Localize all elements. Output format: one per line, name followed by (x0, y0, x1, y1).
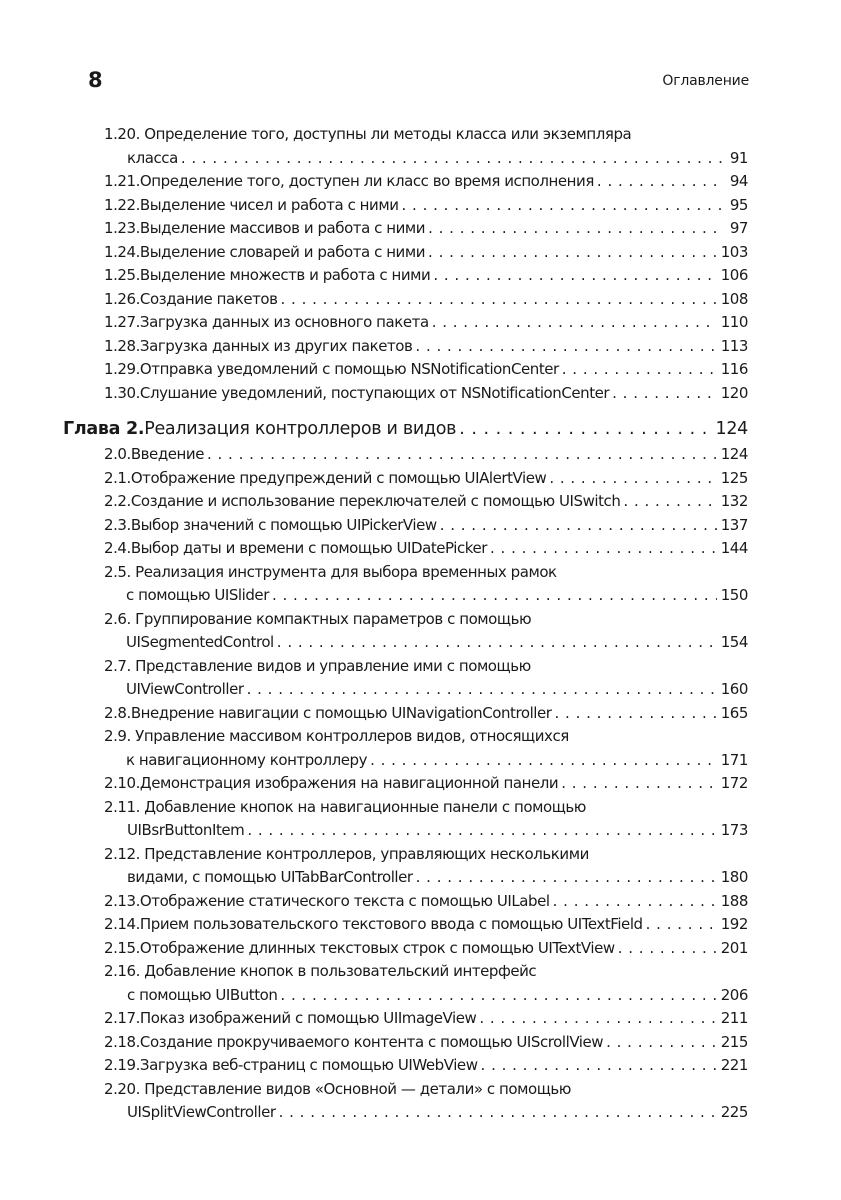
page-ref: 137 (720, 515, 748, 534)
page-ref: 201 (720, 938, 748, 957)
section-number: 2.8. (104, 703, 131, 722)
toc-entry-title: Прием пользовательского текстового ввода с помощью UITextField (139, 915, 643, 933)
toc-entry-title: Загрузка данных из других пакетов (139, 336, 413, 355)
toc-chapter-heading (63, 416, 748, 443)
section-number: 1.21. (104, 172, 140, 190)
page-ref: 225 (720, 1103, 748, 1121)
toc-entry (104, 1078, 748, 1125)
table-of-contents (0, 123, 841, 1125)
page-ref: 124 (715, 419, 748, 439)
section-number: 1.23. (104, 219, 140, 237)
toc-entry-title: видами, с помощью UITabBarController (127, 868, 413, 886)
toc-entry-title: Создание пакетов (139, 289, 278, 308)
leader-dots (207, 443, 717, 467)
toc-entry-title: UIViewController (126, 680, 244, 698)
page-number: 8 (88, 68, 103, 92)
toc-entry-title: Выделение словарей и работа с ними (139, 242, 426, 261)
leader-dots (606, 1031, 717, 1055)
toc-entry-title: Отправка уведомлений с помощью NSNotificationCenter (139, 360, 559, 378)
toc-entry (104, 123, 748, 170)
section-number: 2.14. (104, 915, 140, 933)
leader-dots (490, 537, 717, 561)
section-number: 1.29. (104, 360, 140, 378)
leader-dots (553, 890, 717, 914)
toc-entry (104, 311, 748, 335)
toc-entry (104, 241, 748, 265)
page-ref: 125 (720, 468, 748, 487)
page-ref: 206 (720, 985, 748, 1004)
toc-entry-title: Определение того, доступны ли методы класса или экземпляра (144, 125, 632, 143)
toc-entry-title: Показ изображений с помощью UIImageView (139, 1009, 477, 1027)
leader-dots (402, 194, 722, 218)
leader-dots (459, 416, 711, 443)
toc-entry (104, 514, 748, 538)
leader-dots (428, 217, 722, 241)
leader-dots (432, 311, 717, 335)
toc-entry (104, 702, 748, 726)
toc-entry (104, 170, 748, 194)
toc-entry-title: класса (127, 148, 178, 167)
page-ref: 172 (720, 774, 748, 792)
leader-dots (562, 358, 717, 382)
toc-entry-title: Выбор значений с помощью UIPickerView (130, 515, 437, 534)
toc-entry (104, 382, 748, 406)
toc-entry-title: с помощью UISlider (126, 586, 269, 604)
toc-entry (104, 725, 748, 772)
page-ref: 94 (729, 172, 748, 190)
toc-entry (104, 796, 748, 843)
toc-entry (104, 960, 748, 1007)
leader-dots (612, 382, 717, 406)
toc-entry-title: Отображение длинных текстовых строк с помощью UITextView (139, 938, 615, 957)
toc-entry (104, 467, 748, 491)
section-number: 2.5. (104, 562, 131, 581)
section-number: 1.26. (104, 289, 140, 308)
toc-entry (104, 913, 748, 937)
section-number: 2.1. (104, 468, 131, 487)
page-ref: 215 (720, 1032, 748, 1051)
toc-entry-title: к навигационному контроллеру (126, 750, 368, 769)
leader-dots (280, 984, 716, 1008)
section-number: 2.15. (104, 938, 140, 957)
toc-entry (104, 335, 748, 359)
page-ref: 211 (720, 1009, 748, 1027)
section-number: 1.24. (104, 242, 140, 261)
page-ref: 124 (720, 445, 748, 463)
leader-dots (440, 514, 717, 538)
toc-entry-title: Выделение чисел и работа с ними (139, 195, 399, 214)
section-number: 2.4. (104, 539, 131, 557)
leader-dots (428, 241, 717, 265)
leader-dots (646, 913, 717, 937)
toc-entry-title: Демонстрация изображения на навигационной панели (139, 774, 559, 792)
leader-dots (618, 937, 717, 961)
page-ref: 150 (720, 586, 748, 604)
section-number: 1.25. (104, 266, 140, 284)
leader-dots (247, 819, 716, 843)
leader-dots (247, 678, 717, 702)
toc-entry (104, 1054, 748, 1078)
toc-entry (104, 655, 748, 702)
toc-entry-title: Слушание уведомлений, поступающих от NSNotificationCenter (139, 383, 610, 402)
toc-entry (104, 194, 748, 218)
leader-dots (181, 147, 722, 171)
toc-entry-title: UISplitViewController (127, 1103, 276, 1121)
toc-entry-title: Отображение предупреждений с помощью UIAlertView (130, 468, 547, 487)
leader-dots (415, 335, 716, 359)
page-ref: 154 (720, 633, 748, 651)
toc-entry (104, 937, 748, 961)
toc-entry-title: Реализация инструмента для выбора временных рамок (135, 562, 557, 581)
toc-entry-title: Внедрение навигации с помощью UINavigationController (130, 703, 552, 722)
page-ref: 116 (720, 360, 748, 378)
section-number: 2.17. (104, 1009, 140, 1027)
toc-entry-title: Выделение массивов и работа с ними (139, 219, 426, 237)
page-ref: 165 (720, 703, 748, 722)
leader-dots (555, 702, 717, 726)
section-number: 1.28. (104, 336, 140, 355)
toc-entry-title: Загрузка веб-страниц с помощью UIWebView (139, 1056, 478, 1074)
leader-dots (277, 631, 717, 655)
toc-entry-title: Добавление кнопок на навигационные панели с помощью (144, 797, 586, 816)
page-ref: 221 (720, 1056, 748, 1074)
page-ref: 173 (720, 821, 748, 839)
section-number: 2.18. (104, 1032, 140, 1051)
toc-entry (104, 264, 748, 288)
leader-dots (370, 749, 717, 773)
page-ref: 103 (720, 242, 748, 261)
leader-dots (279, 1101, 717, 1125)
page-ref: 160 (720, 680, 748, 698)
toc-entry (104, 217, 748, 241)
page-ref: 110 (720, 313, 748, 331)
page-ref: 188 (720, 891, 748, 910)
section-number: 2.0. (104, 445, 131, 463)
page-ref: 97 (729, 219, 748, 237)
leader-dots (433, 264, 716, 288)
section-number: 2.11. (104, 797, 140, 816)
section-number: 2.6. (104, 609, 131, 628)
leader-dots (281, 288, 717, 312)
leader-dots (623, 490, 716, 514)
toc-entry (104, 1007, 748, 1031)
leader-dots (479, 1007, 716, 1031)
section-number: 2.19. (104, 1056, 140, 1074)
section-number: 2.2. (104, 492, 131, 510)
page-ref: 171 (720, 750, 748, 769)
toc-entry-title: Реализация контроллеров и видов (144, 419, 457, 439)
toc-entry (104, 608, 748, 655)
section-number: 2.7. (104, 656, 131, 675)
page-ref: 108 (720, 289, 748, 308)
toc-entry-title: Группирование компактных параметров с помощью (135, 609, 532, 628)
section-number: 2.3. (104, 515, 131, 534)
toc-entry (104, 288, 748, 312)
toc-entry-title: Создание и использование переключателей с помощью UISwitch (130, 492, 621, 510)
toc-entry-title: Отображение статического текста с помощью UILabel (139, 891, 550, 910)
leader-dots (481, 1054, 717, 1078)
toc-entry (104, 490, 748, 514)
section-number: 2.12. (104, 844, 140, 863)
toc-entry-title: Представление видов «Основной — детали» с помощью (144, 1079, 571, 1098)
leader-dots (549, 467, 716, 491)
section-number: 2.13. (104, 891, 140, 910)
toc-entry-title: Представление видов и управление ими с помощью (135, 656, 531, 675)
page-ref: 144 (720, 539, 748, 557)
page-ref: 95 (729, 195, 748, 214)
leader-dots (272, 584, 717, 608)
page-ref: 132 (720, 492, 748, 510)
toc-entry-title: Создание прокручиваемого контента с помощью UIScrollView (139, 1032, 604, 1051)
toc-entry-title: UIBsrButtonItem (127, 821, 245, 839)
toc-entry (104, 443, 748, 467)
chapter-label: Глава 2. (63, 419, 145, 439)
toc-entry-title: Добавление кнопок в пользовательский интерфейс (144, 962, 537, 980)
section-number: 2.16. (104, 962, 140, 980)
toc-entry (104, 537, 748, 561)
running-head: Оглавление (662, 73, 749, 89)
leader-dots (597, 170, 722, 194)
toc-entry (104, 1031, 748, 1055)
toc-entry-title: UISegmentedControl (126, 633, 274, 651)
leader-dots (561, 772, 717, 796)
toc-entry-title: Введение (130, 445, 204, 463)
toc-entry (104, 843, 748, 890)
section-number: 2.20. (104, 1079, 140, 1098)
section-number: 1.27. (104, 313, 140, 331)
toc-entry-title: Управление массивом контроллеров видов, относящихся (135, 727, 569, 745)
section-number: 1.22. (104, 195, 140, 214)
toc-entry-title: Представление контроллеров, управляющих несколькими (144, 844, 589, 863)
section-number: 2.10. (104, 774, 140, 792)
toc-entry-title: Выделение множеств и работа с ними (139, 266, 431, 284)
toc-entry (104, 358, 748, 382)
section-number: 1.20. (104, 125, 140, 143)
page-ref: 192 (720, 915, 748, 933)
page-ref: 180 (720, 868, 748, 886)
section-number: 2.9. (104, 727, 131, 745)
page-ref: 113 (720, 336, 748, 355)
toc-entry-title: Загрузка данных из основного пакета (139, 313, 429, 331)
toc-entry-title: с помощью UIButton (127, 985, 278, 1004)
page-ref: 120 (720, 383, 748, 402)
page-ref: 106 (720, 266, 748, 284)
toc-entry (104, 561, 748, 608)
page-ref: 91 (729, 148, 748, 167)
leader-dots (416, 866, 717, 890)
toc-entry-title: Определение того, доступен ли класс во время исполнения (139, 172, 594, 190)
toc-entry-title: Выбор даты и времени с помощью UIDatePicker (130, 539, 488, 557)
section-number: 1.30. (104, 383, 140, 402)
toc-entry (104, 772, 748, 796)
toc-entry (104, 890, 748, 914)
